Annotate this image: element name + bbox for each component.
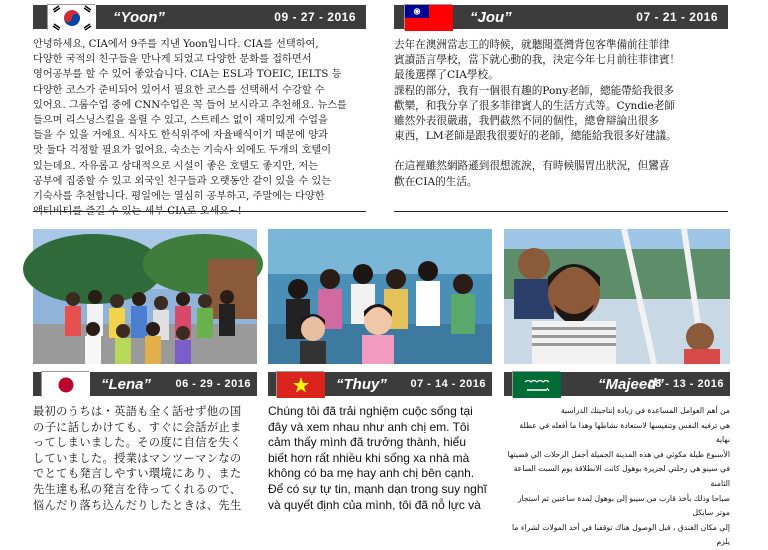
- text-line: 在這裡雖然網路遜到很想流淚，有時候腸胃出狀況，但鸞喜: [394, 160, 670, 173]
- text-line: đây và xem nhau như anh chị em. Tôi: [268, 419, 470, 434]
- text-line: 다양한 국적의 친구들을 만나게 되었고 다양한 문화를 접하면서: [33, 54, 312, 66]
- vietnam-flag-icon: [276, 371, 324, 397]
- text-line: 공부에 집중할 수 있고 외국인 친구들과 오랫동안 같이 있을 수 있는: [33, 175, 332, 187]
- divider-rule: [394, 211, 728, 212]
- text-line: 課程的部分，我有一個很有趣的Pony老師，總能帶給我很多: [394, 84, 675, 97]
- text-line: 다양한 코스가 준비되어 있어서 필요한 코스를 선택해서 수강할 수: [33, 84, 325, 96]
- post-date: 06 - 29 - 2016: [175, 378, 251, 390]
- author-name: “Yoon”: [113, 8, 165, 26]
- group-photo-thuy: [268, 229, 492, 364]
- text-line: 영어공부를 할 수 있어 좋았습니다. CIA는 ESL과 TOEIC, IELTS 등: [33, 69, 342, 81]
- text-line: 最初のうちは・英語も全く話せず他の国: [33, 405, 242, 418]
- text-line: إلى مكان الفندق ، قبل الوصول هناك توقفنا في أحد المولات لشراء ما يلزم: [512, 522, 730, 547]
- text-line: 雖然外表很嚴肅，我們截然不同的個性，總會辯論出很多: [394, 115, 659, 128]
- text-line: 歡在CIA的生活。: [394, 175, 478, 188]
- author-name: “Thuy”: [336, 375, 387, 393]
- card-header-jou: [394, 5, 728, 29]
- text-line: Để có sự tự tin, mạnh dạn trong suy nghĩ: [268, 481, 487, 496]
- text-line: 안녕하세요, CIA에서 9주를 지낸 Yoon입니다. CIA를 선택하여,: [33, 39, 319, 50]
- post-date: 09 - 27 - 2016: [274, 10, 356, 24]
- post-date: 07 - 14 - 2016: [410, 378, 486, 390]
- text-line: 맛 둘다 걱정할 필요가 없어요. 숙소는 기숙사 외에도 두개의 호텔이: [33, 145, 332, 157]
- card-header-lena: [33, 372, 257, 396]
- testimonial-text-yoon: [33, 37, 368, 219]
- text-line: していました。授業はマンツーマンなの: [33, 451, 242, 465]
- text-line: 歡樂，和我分享了很多菲律賓人的生活方式等。Cyndie老師: [394, 99, 676, 112]
- text-line: cảm thấy mình đã trưởng thành, hiểu: [268, 435, 467, 450]
- text-line: Chúng tôi đã trải nghiệm cuộc sống tại: [268, 404, 473, 418]
- text-line: في سيبو هي رحلتي لجزيرة بوهول كانت الانطلاقة يوم السبت الساعة الثامنة: [513, 464, 730, 488]
- text-line: biết hơn rất nhiều khi sống xa nhà mà: [268, 450, 470, 465]
- testimonial-text-majeed: [504, 404, 730, 550]
- south-korea-flag-icon: [47, 4, 95, 30]
- text-line: 賓讀語言學校，當下就心動的我，決定今年七月前往菲律賓！: [394, 54, 681, 67]
- text-line: 들을 수 있을 거에요. 식사도 한식위주에 자율배식이기 때문에 양과: [33, 130, 328, 142]
- text-line: 東西，LM老師是跟我很要好的老師，總能給我很多好建議。: [394, 130, 677, 143]
- group-photo-lena: [33, 229, 257, 364]
- testimonial-text-lena: [33, 404, 259, 513]
- saudi-arabia-flag-icon: [512, 371, 560, 397]
- divider-rule: [33, 211, 366, 212]
- post-date: 08 - 13 - 2016: [648, 378, 724, 390]
- card-header-majeed: [504, 372, 730, 396]
- text-line: ってしまいました。その度に自信を失く: [33, 436, 242, 450]
- text-line: 기숙사를 추천합니다. 평일에는 열심히 공부하고, 주말에는 다양한: [33, 191, 325, 203]
- text-line: でとても発言しやすい環境にあり、また: [33, 467, 242, 481]
- text-line: 悩んだり落ち込んだりしたときは、先生: [33, 498, 242, 512]
- selfie-photo-majeed: [504, 229, 730, 364]
- text-line: 去年在澳洲當志工的時候，就聽聞臺灣背包客準備前往菲律: [394, 39, 670, 51]
- text-line: الأسبوع طيلة مكوثي في هذه المدينة الجميلة أجمل الرحلات الي قضيتها: [507, 449, 730, 459]
- testimonial-text-jou: [394, 38, 732, 190]
- text-line: không có ba mẹ hay anh chị bên cạnh.: [268, 466, 475, 481]
- text-line: 最後選擇了CIA學校。: [394, 69, 499, 82]
- author-name: “Lena”: [101, 375, 152, 393]
- card-header-yoon: [33, 5, 366, 29]
- author-name: “Jou”: [470, 8, 512, 26]
- japan-flag-icon: [41, 371, 89, 397]
- text-line: 先生達も私の発言を待ってくれるので、: [33, 482, 242, 496]
- text-line: の子に話しかけても、すぐに会話が止ま: [33, 420, 242, 434]
- author-name: “Majeed”: [598, 375, 664, 393]
- text-line: صباحا وذلك بأخذ قارب من سيبو إلى بوهول لمدة ساعتين ثم استجار: [517, 493, 730, 503]
- text-line: 들으며 리스닝스킬을 올릴 수 있고, 스트레스 없이 재미있게 수업을: [33, 115, 328, 127]
- post-date: 07 - 21 - 2016: [636, 10, 718, 24]
- text-line: 있어요. 그룹수업 중에 CNN수업은 꼭 들어 보시라고 추천해요. 뉴스를: [33, 99, 347, 111]
- card-header-thuy: [268, 372, 492, 396]
- text-line: 있는데요. 자유롭고 상대적으로 시설이 좋은 호텔도 좋지만, 저는: [33, 160, 319, 172]
- text-line: موتر سايكل: [692, 508, 730, 518]
- text-line: và quyết định của mình, tôi đã nỗ lực và: [268, 497, 481, 512]
- text-line: من أهم العوامل المساعدة في زيادة إنتاجيتك الدراسية: [560, 406, 730, 415]
- taiwan-flag-icon: [404, 4, 452, 30]
- testimonial-text-thuy: [268, 404, 496, 513]
- text-line: هي ترفيه النفس وتنفيسها لاستعادة نشاطها وهذا ما أفعله في عطلة نهاية: [519, 420, 730, 445]
